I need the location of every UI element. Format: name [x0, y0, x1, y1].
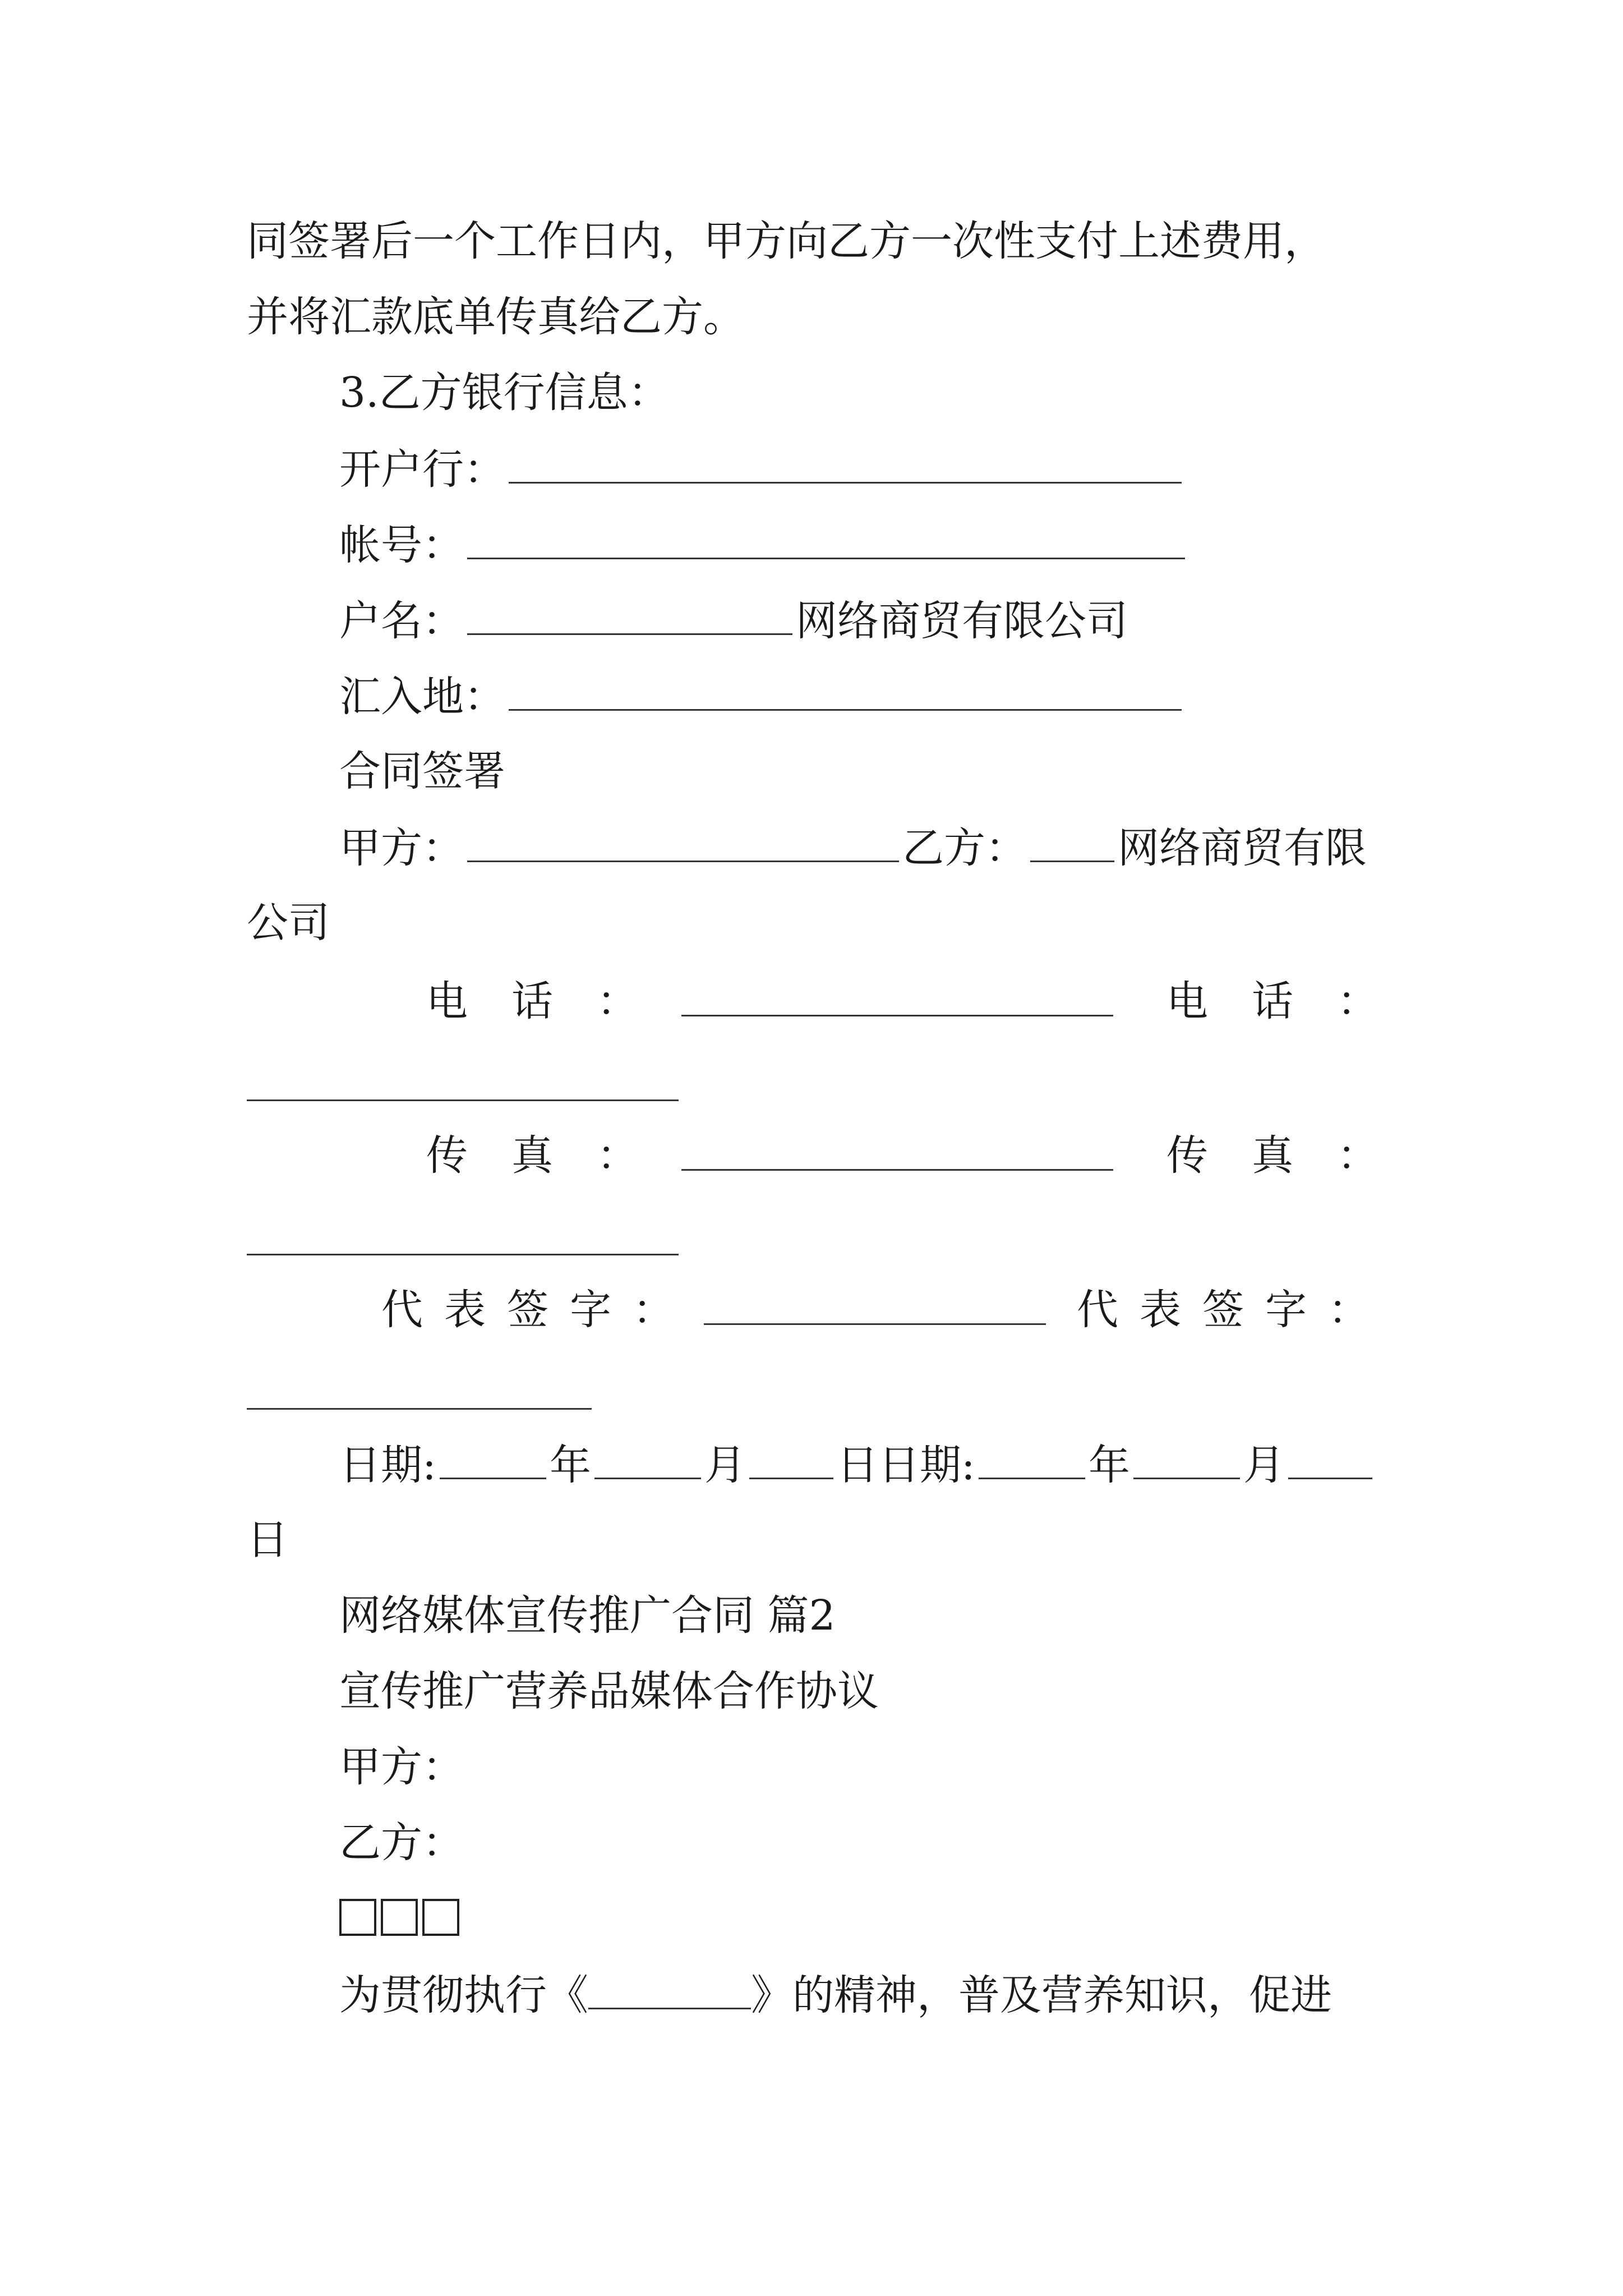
rep-blank-a [704, 1282, 1046, 1325]
party-a-line: 甲方： [339, 1743, 464, 1791]
placeholder-boxes [339, 1890, 1402, 1947]
signing-heading: 合同签署 [339, 747, 505, 795]
preamble-end: 》的精神，普及营养知识，促进 [751, 1971, 1332, 2019]
fax-blank-a [681, 1128, 1113, 1171]
bank-blank [509, 440, 1182, 484]
day-label-b: 日 [247, 1516, 288, 1564]
name-label: 户名： [339, 597, 464, 645]
account-name-row [339, 592, 1402, 648]
bank-field-row [339, 440, 1402, 496]
phone-label-b: 电话： [1166, 977, 1422, 1025]
remit-blank [509, 668, 1182, 711]
year-blank-a [440, 1436, 546, 1479]
year-label-b: 年 [1088, 1441, 1130, 1489]
month-label-a: 月 [704, 1441, 746, 1489]
fax-row [247, 1128, 1422, 1184]
party-b-line: 乙方： [339, 1819, 464, 1867]
phone-label-a: 电话： [426, 977, 682, 1025]
month-blank-b [1133, 1436, 1240, 1479]
placeholder-box [422, 1899, 459, 1936]
placeholder-box [339, 1899, 376, 1936]
remit-field-row [339, 668, 1402, 724]
rep-label-a: 代表签字： [381, 1286, 695, 1334]
signature-row [247, 1282, 1402, 1338]
bank-info-heading: 3.乙方银行信息： [339, 369, 670, 417]
month-label-b: 月 [1243, 1441, 1285, 1489]
fax-label-a: 传真： [426, 1131, 682, 1180]
account-field-row [339, 516, 1402, 572]
year-blank-b [979, 1436, 1085, 1479]
phone-blank-a [681, 973, 1113, 1016]
party-b-label: 乙方： [902, 824, 1027, 872]
day-blank-b [1288, 1436, 1372, 1479]
date-label-b: 日期: [878, 1441, 975, 1489]
law-title-blank [588, 1966, 751, 2009]
preamble-start: 为贯彻执行《 [339, 1971, 588, 2019]
party-b-name: 网络商贸有限 [1118, 824, 1367, 872]
preamble-line [339, 1966, 1402, 2022]
account-blank [467, 516, 1185, 559]
fax-label-b: 传真： [1166, 1131, 1422, 1180]
parties-row [339, 819, 1402, 875]
year-label-a: 年 [549, 1441, 591, 1489]
name-suffix: 网络商贸有限公司 [796, 597, 1128, 645]
day-label-a: 日 [836, 1441, 878, 1489]
party-a-label: 甲方： [339, 824, 464, 872]
paragraph-line: 并将汇款底单传真给乙方。 [247, 293, 745, 341]
fax-blank-b [247, 1254, 679, 1255]
section-title: 网络媒体宣传推广合同 篇2 [339, 1591, 836, 1640]
phone-row [247, 973, 1422, 1029]
bank-label: 开户行： [339, 445, 505, 494]
rep-label-b: 代表签字： [1077, 1286, 1391, 1334]
agreement-title: 宣传推广营养品媒体合作协议 [339, 1667, 879, 1715]
date-row [339, 1436, 1402, 1492]
date-label-a: 日期: [339, 1441, 436, 1489]
placeholder-box [381, 1899, 418, 1936]
paragraph-line: 同签署后一个工作日内，甲方向乙方一次性支付上述费用， [247, 217, 1326, 265]
month-blank-a [594, 1436, 701, 1479]
party-a-blank [467, 819, 899, 862]
phone-blank-b [247, 1099, 679, 1101]
day-blank-a [749, 1436, 833, 1479]
account-label: 帐号： [339, 521, 464, 569]
name-blank [467, 592, 792, 635]
party-b-blank [1030, 819, 1114, 862]
party-b-name-continued: 公司 [247, 899, 330, 947]
remit-label: 汇入地： [339, 673, 505, 721]
rep-blank-b [247, 1408, 592, 1410]
